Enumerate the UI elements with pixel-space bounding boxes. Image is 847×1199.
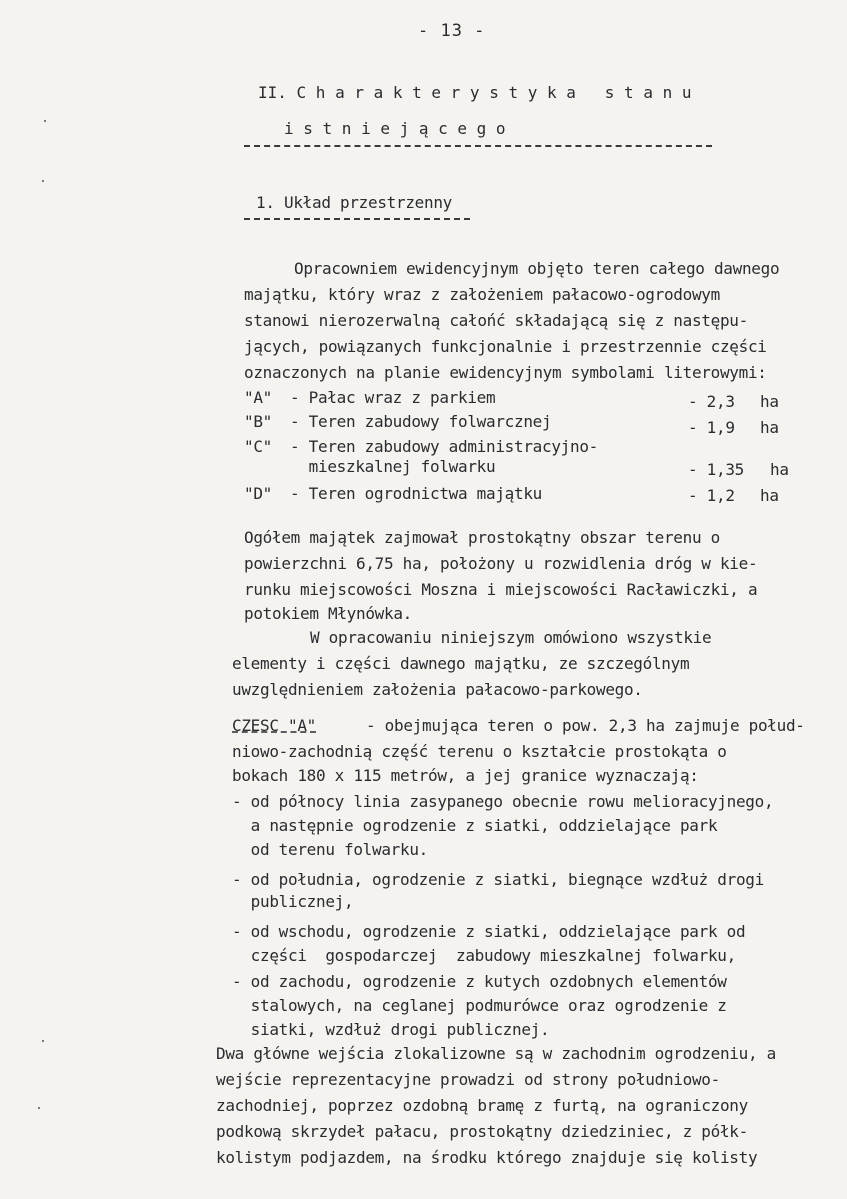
part-area: - 1,2 [688, 486, 735, 505]
page-number: - 13 - [418, 21, 486, 41]
part-unit: ha [760, 392, 779, 411]
boundary-line: siatki, wzdłuż drogi publicznej. [232, 1020, 550, 1039]
part-unit: ha [770, 460, 789, 479]
part-description: - Teren zabudowy administracyjno- [290, 437, 598, 456]
part-a-first-line: - obejmująca teren o pow. 2,3 ha zajmuje połud- [366, 716, 805, 735]
body-line: powierzchni 6,75 ha, położony u rozwidlenia dróg w kie- [244, 554, 758, 573]
paper-speck [38, 1107, 40, 1109]
boundary-line: części gospodarczej zabudowy mieszkalnej folwarku, [232, 946, 736, 965]
boundary-line: od terenu folwarku. [232, 840, 428, 859]
intro-line: oznaczonych na planie ewidencyjnym symbolami literowymi: [244, 363, 767, 382]
body-line: Dwa główne wejścia zlokalizowne są w zachodnim ogrodzeniu, a [216, 1044, 776, 1063]
intro-line: stanowi nierozerwalną całońć składającą się z następu- [244, 311, 748, 330]
part-symbol: "A" [244, 388, 272, 407]
body-line: W opracowaniu niniejszym omówiono wszystkie [310, 628, 712, 647]
part-description: - Teren ogrodnictwa majątku [290, 484, 542, 503]
part-a-label: CZESC "A" [232, 716, 316, 735]
paper-speck [42, 1040, 44, 1042]
part-unit: ha [760, 418, 779, 437]
boundary-line: a następnie ogrodzenie z siatki, oddzielające park [232, 816, 718, 835]
part-description: - Pałac wraz z parkiem [290, 388, 496, 407]
boundary-line: - od wschodu, ogrodzenie z siatki, oddzielające park od [232, 922, 746, 941]
section-heading: 1. Układ przestrzenny [256, 193, 452, 212]
part-area: - 1,9 [688, 418, 735, 437]
chapter-underline [244, 145, 712, 147]
body-line: elementy i części dawnego majątku, ze szczególnym [232, 654, 690, 673]
section-underline [244, 218, 470, 220]
body-line: potokiem Młynówka. [244, 604, 412, 623]
body-line: podkową skrzydeł pałacu, prostokątny dziedziniec, z półk- [216, 1122, 748, 1141]
intro-line: majątku, który wraz z założeniem pałacowo-ogrodowym [244, 285, 720, 304]
part-area: - 1,35 [688, 460, 744, 479]
body-line: runku miejscowości Moszna i miejscowości Racławiczki, a [244, 580, 758, 599]
boundary-line: publicznej, [232, 892, 354, 911]
boundary-line: stalowych, na ceglanej podmurówce oraz ogrodzenie z [232, 996, 727, 1015]
part-symbol: "D" [244, 484, 272, 503]
paper-speck [44, 120, 46, 122]
body-line: zachodniej, poprzez ozdobną bramę z furtą, na ograniczony [216, 1096, 748, 1115]
part-symbol: "B" [244, 412, 272, 431]
part-description-cont: mieszkalnej folwarku [290, 457, 496, 476]
boundary-line: - od południa, ogrodzenie z siatki, biegnące wzdłuż drogi [232, 870, 764, 889]
body-line: Ogółem majątek zajmował prostokątny obszar terenu o [244, 528, 720, 547]
body-line: wejście reprezentacyjne prowadzi od strony południowo- [216, 1070, 720, 1089]
part-a-line: bokach 180 x 115 metrów, a jej granice wyznaczają: [232, 766, 699, 785]
boundary-line: - od zachodu, ogrodzenie z kutych ozdobnych elementów [232, 972, 727, 991]
part-symbol: "C" [244, 437, 272, 456]
body-line: uwzględnieniem założenia pałacowo-parkowego. [232, 680, 643, 699]
boundary-line: - od północy linia zasypanego obecnie rowu melioracyjnego, [232, 792, 774, 811]
intro-line: Opracowniem ewidencyjnym objęto teren całego dawnego [294, 259, 780, 278]
part-a-line: niowo-zachodnią część terenu o kształcie prostokąta o [232, 742, 727, 761]
part-area: - 2,3 [688, 392, 735, 411]
body-line: kolistym podjazdem, na środku którego znajduje się kolisty [216, 1148, 758, 1167]
part-description: - Teren zabudowy folwarcznej [290, 412, 552, 431]
intro-line: jących, powiązanych funkcjonalnie i przestrzennie części [244, 337, 767, 356]
chapter-title-line2: i s t n i e j ą c e g o [284, 119, 506, 138]
chapter-title-line1: II. C h a r a k t e r y s t y k a s t a n u [258, 83, 692, 102]
part-unit: ha [760, 486, 779, 505]
paper-speck [42, 180, 44, 182]
